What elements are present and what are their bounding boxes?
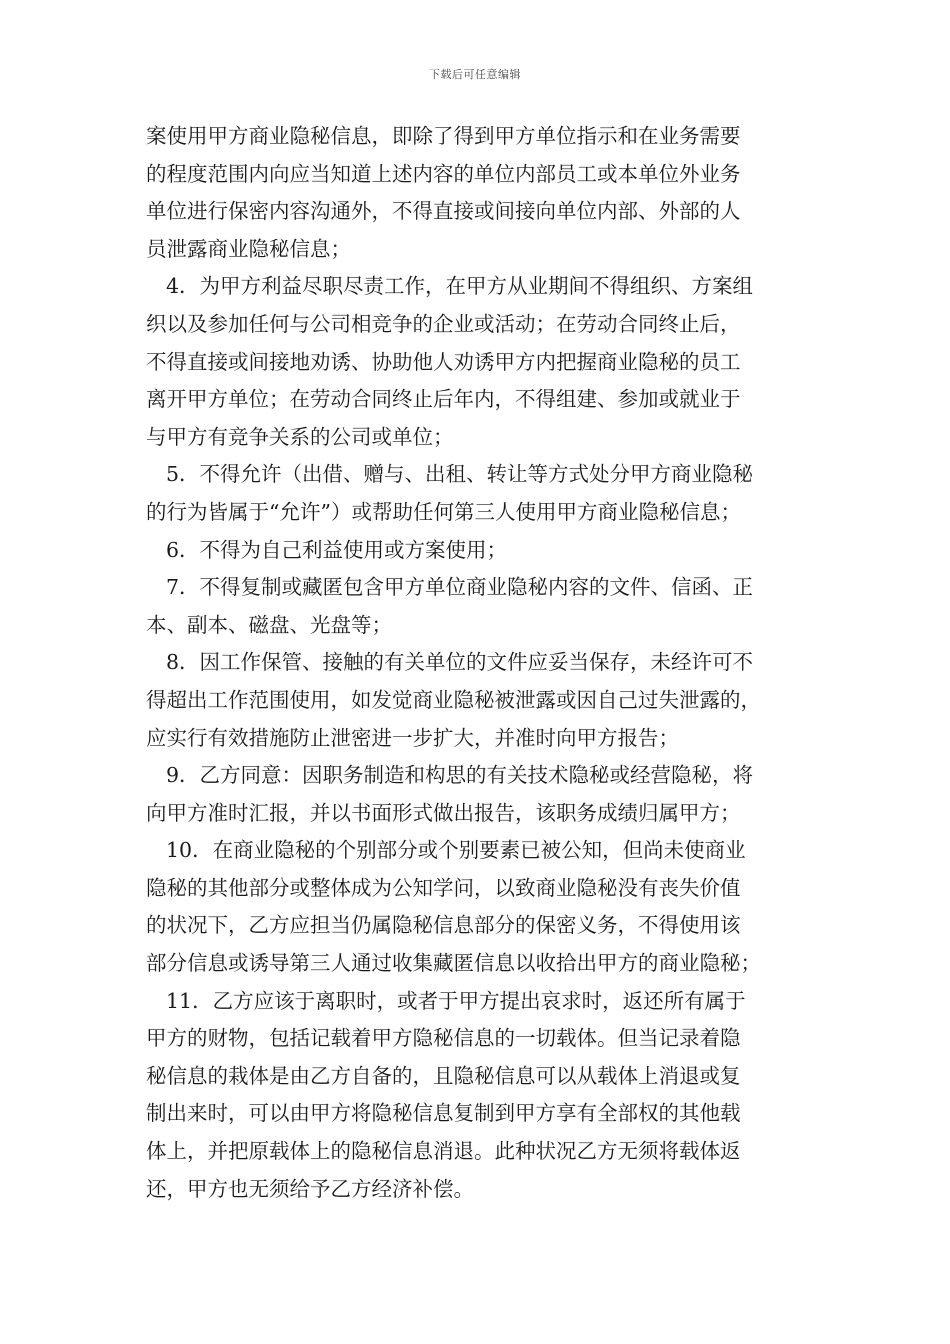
text-line: 织以及参加任何与公司相竞争的企业或活动；在劳动合同终止后， <box>146 311 741 336</box>
text-line: 9．乙方同意：因职务制造和构思的有关技术隐秘或经营隐秘，将 <box>166 763 754 788</box>
text-line: 7．不得复制或藏匿包含甲方单位商业隐秘内容的文件、信函、正 <box>166 575 754 600</box>
text-line: 不得直接或间接地劝诱、协助他人劝诱甲方内把握商业隐秘的员工 <box>146 349 741 374</box>
text-line: 部分信息或诱导第三人通过收集藏匿信息以收拾出甲方的商业隐秘； <box>146 951 761 976</box>
text-line: 与甲方有竞争关系的公司或单位； <box>146 424 454 449</box>
text-line: 体上，并把原载体上的隐秘信息消退。此种状况乙方无须将载体返 <box>146 1139 741 1164</box>
text-line: 4．为甲方利益尽职尽责工作，在甲方从业期间不得组织、方案组 <box>166 274 754 299</box>
text-line: 得超出工作范围使用，如发觉商业隐秘被泄露或因自己过失泄露的， <box>146 687 761 712</box>
text-line: 6．不得为自己利益使用或方案使用； <box>166 537 508 562</box>
text-line: 制出来时，可以由甲方将隐秘信息复制到甲方享有全部权的其他载 <box>146 1101 741 1126</box>
text-line: 单位进行保密内容沟通外，不得直接或间接向单位内部、外部的人 <box>146 199 741 224</box>
text-line: 隐秘的其他部分或整体成为公知学问，以致商业隐秘没有丧失价值 <box>146 875 741 900</box>
text-line: 的程度范围内向应当知道上述内容的单位内部员工或本单位外业务 <box>146 161 741 186</box>
text-line: 离开甲方单位；在劳动合同终止后年内，不得组建、参加或就业于 <box>146 387 741 412</box>
text-line: 的状况下，乙方应担当仍属隐秘信息部分的保密义务，不得使用该 <box>146 913 741 938</box>
text-line: 员泄露商业隐秘信息； <box>146 236 351 261</box>
text-line: 秘信息的栽体是由乙方自备的，且隐秘信息可以从载体上消退或复 <box>146 1063 741 1088</box>
text-line: 11．乙方应该于离职时，或者于甲方提出哀求时，返还所有属于 <box>166 988 746 1013</box>
text-line: 向甲方准时汇报，并以书面形式做出报告，该职务成绩归属甲方； <box>146 800 741 825</box>
text-line: 8．因工作保管、接触的有关单位的文件应妥当保存，未经许可不 <box>166 650 754 675</box>
text-line: 应实行有效措施防止泄密进一步扩大，并准时向甲方报告； <box>146 725 679 750</box>
document-body <box>146 118 806 1208</box>
text-line: 本、副本、磁盘、光盘等； <box>146 612 392 637</box>
text-line: 的行为皆属于“允许”）或帮助任何第三人使用甲方商业隐秘信息； <box>146 499 741 524</box>
text-line: 10．在商业隐秘的个别部分或个别要素已被公知，但尚未使商业 <box>166 838 746 863</box>
text-line: 还，甲方也无须给予乙方经济补偿。 <box>146 1176 474 1201</box>
text-line: 案使用甲方商业隐秘信息，即除了得到甲方单位指示和在业务需要 <box>146 124 741 148</box>
text-line: 甲方的财物，包括记载着甲方隐秘信息的一切载体。但当记录着隐 <box>146 1026 741 1051</box>
text-line: 5．不得允许（出借、赠与、出租、转让等方式处分甲方商业隐秘 <box>166 462 754 487</box>
page-header: 下载后可任意编辑 <box>429 68 521 81</box>
